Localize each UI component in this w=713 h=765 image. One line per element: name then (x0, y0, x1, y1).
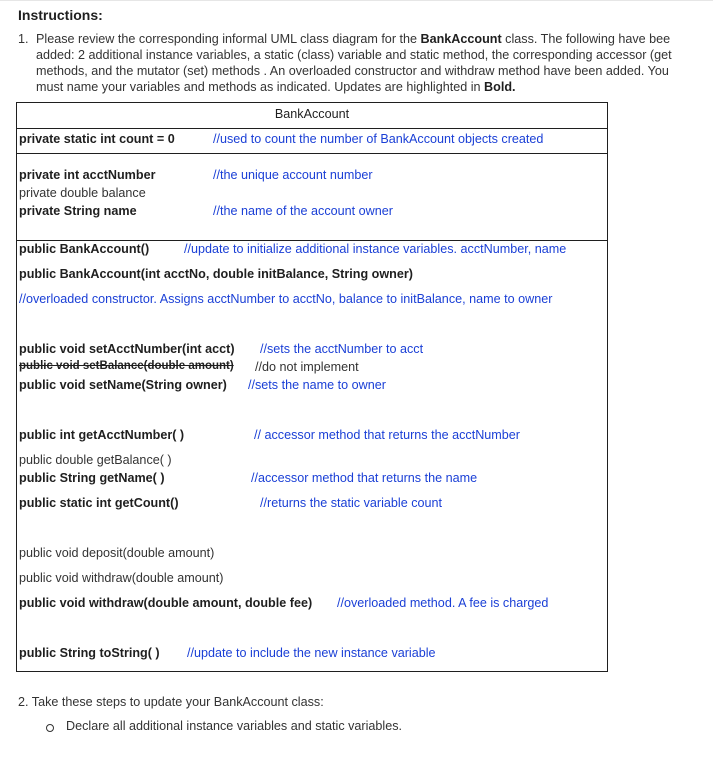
method-get-count-comment: //returns the static variable count (260, 496, 443, 510)
method-deposit: public void deposit(double amount) (19, 546, 215, 560)
method-set-balance-struck: public void setBalance(double amount) (19, 360, 234, 372)
method-set-name: public void setName(String owner) (19, 378, 227, 392)
field-name-comment: //the name of the account owner (213, 204, 393, 218)
method-set-acct-number-comment: //sets the acctNumber to acct (260, 342, 424, 356)
item1-line-4 (36, 79, 713, 95)
method-get-count: public static int getCount() (19, 496, 179, 510)
method-ctor-overload: public BankAccount(int acctNo, double initBalance, String owner) (19, 267, 413, 281)
method-to-string-comment: //update to include the new instance variable (187, 646, 436, 660)
uml-class-diagram (16, 102, 608, 672)
uml-class-name: BankAccount (274, 107, 350, 121)
method-withdraw-fee: public void withdraw(double amount, double fee) (19, 596, 313, 610)
item1-line-4-pre: must name your variables and methods as indicated. Updates are highlighted in (36, 80, 485, 94)
method-get-acct-number: public int getAcctNumber( ) (19, 428, 185, 442)
item-number: 1. (18, 32, 29, 46)
item1-line-1 (36, 31, 713, 47)
method-get-name-comment: //accessor method that returns the name (251, 471, 478, 485)
field-balance: private double balance (19, 186, 146, 200)
method-withdraw-fee-comment: //overloaded method. A fee is charged (337, 596, 549, 610)
static-field: private static int count = 0 (19, 132, 175, 146)
item1-line-4-bold: Bold. (484, 80, 516, 94)
item1-line-1-bold: BankAccount (420, 32, 502, 46)
method-withdraw: public void withdraw(double amount) (19, 571, 224, 585)
method-get-balance: public double getBalance( ) (19, 453, 172, 467)
hollow-bullet-icon (46, 724, 54, 732)
method-get-acct-number-comment: // accessor method that returns the acctNumber (254, 428, 520, 442)
field-name: private String name (19, 204, 137, 218)
uml-fields-section (17, 154, 607, 241)
field-acct-number: private int acctNumber (19, 168, 156, 182)
method-get-name: public String getName( ) (19, 471, 165, 485)
method-ctor-default-comment: //update to initialize additional instance variables. acctNumber, name (184, 242, 567, 256)
method-to-string: public String toString( ) (19, 646, 160, 660)
method-set-name-comment: //sets the name to owner (248, 378, 386, 392)
static-field-comment: //used to count the number of BankAccount objects created (213, 132, 544, 146)
uml-static-section (17, 129, 607, 154)
method-ctor-overload-comment: //overloaded constructor. Assigns acctNumber to acctNo, balance to initBalance, name to owner (19, 292, 553, 306)
item1-line-1-pre: Please review the corresponding informal UML class diagram for the (36, 32, 421, 46)
method-set-acct-number: public void setAcctNumber(int acct) (19, 342, 235, 356)
item1-line-1-post: class. The following have bee (501, 32, 671, 46)
item1-line-3: methods, and the mutator (set) methods . An overloaded constructor and withdraw method have been added. You (36, 64, 669, 78)
method-ctor-default: public BankAccount() (19, 242, 150, 256)
instruction-bullet-1: Declare all additional instance variables and static variables. (66, 719, 403, 733)
field-acct-number-comment: //the unique account number (213, 168, 373, 182)
item1-line-2: added: 2 additional instance variables, a static (class) variable and static method, the corresponding accessor (get (36, 48, 672, 62)
method-set-balance-comment: //do not implement (255, 360, 359, 374)
instructions-heading: Instructions: (18, 7, 103, 23)
uml-class-name-section (17, 103, 607, 129)
top-divider (0, 0, 713, 1)
instruction-item-2: 2. Take these steps to update your BankAccount class: (18, 695, 324, 709)
